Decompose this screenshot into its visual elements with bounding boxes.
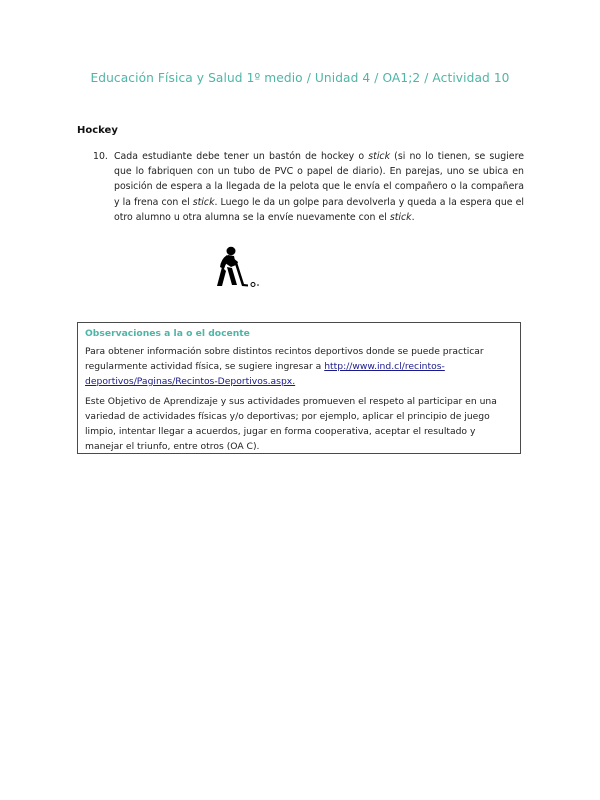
stick-term: stick (192, 196, 215, 208)
activity-text-part: Cada estudiante debe tener un bastón de hockey o (114, 151, 369, 162)
observations-text: Para obtener información sobre distintos recintos deportivos donde se puede practicar regularmente actividad física, se sugiere ingresar a (85, 346, 484, 372)
activity-item (93, 149, 524, 225)
activity-text-part: . (411, 211, 415, 223)
observations-paragraph (85, 344, 513, 389)
section-title: Hockey (77, 125, 118, 136)
recintos-deportivos-link[interactable]: http://www.ind.cl/recintos-deportivos/Paginas/Recintos-Deportivos.aspx. (85, 361, 445, 387)
teacher-observations-box (77, 322, 521, 454)
activity-text (114, 149, 524, 225)
observations-title: Observaciones a la o el docente (85, 328, 250, 339)
hockey-player-icon (213, 243, 263, 289)
activity-text-part: . Luego le da un golpe para devolverla y queda a la espera que el otro alumno u otra alumna se la envíe nuevamente con el (114, 196, 524, 223)
activity-number: 10. (93, 151, 108, 162)
stick-term: stick (368, 151, 391, 162)
activity-text-part: (si no lo tienen, se sugiere que lo fabriquen con un tubo de PVC o papel de diario). En parejas, uno se ubica en posición de espera a la llegada de la pelota que le envía el compañero o la compañera y la frena con el (114, 151, 524, 208)
stick-term: stick (389, 211, 412, 223)
observations-paragraph: Este Objetivo de Aprendizaje y sus actividades promueven el respeto al participar en una variedad de actividades físicas y/o deportivas; por ejemplo, aplicar el principio de juego limpio, intentar llegar a acuerdos, jugar en forma cooperativa, aceptar el resultado y manejar el triunfo, entre otros (OA C). (85, 396, 497, 452)
page-header-title: Educación Física y Salud 1º medio / Unidad 4 / OA1;2 / Actividad 10 (90, 71, 510, 85)
